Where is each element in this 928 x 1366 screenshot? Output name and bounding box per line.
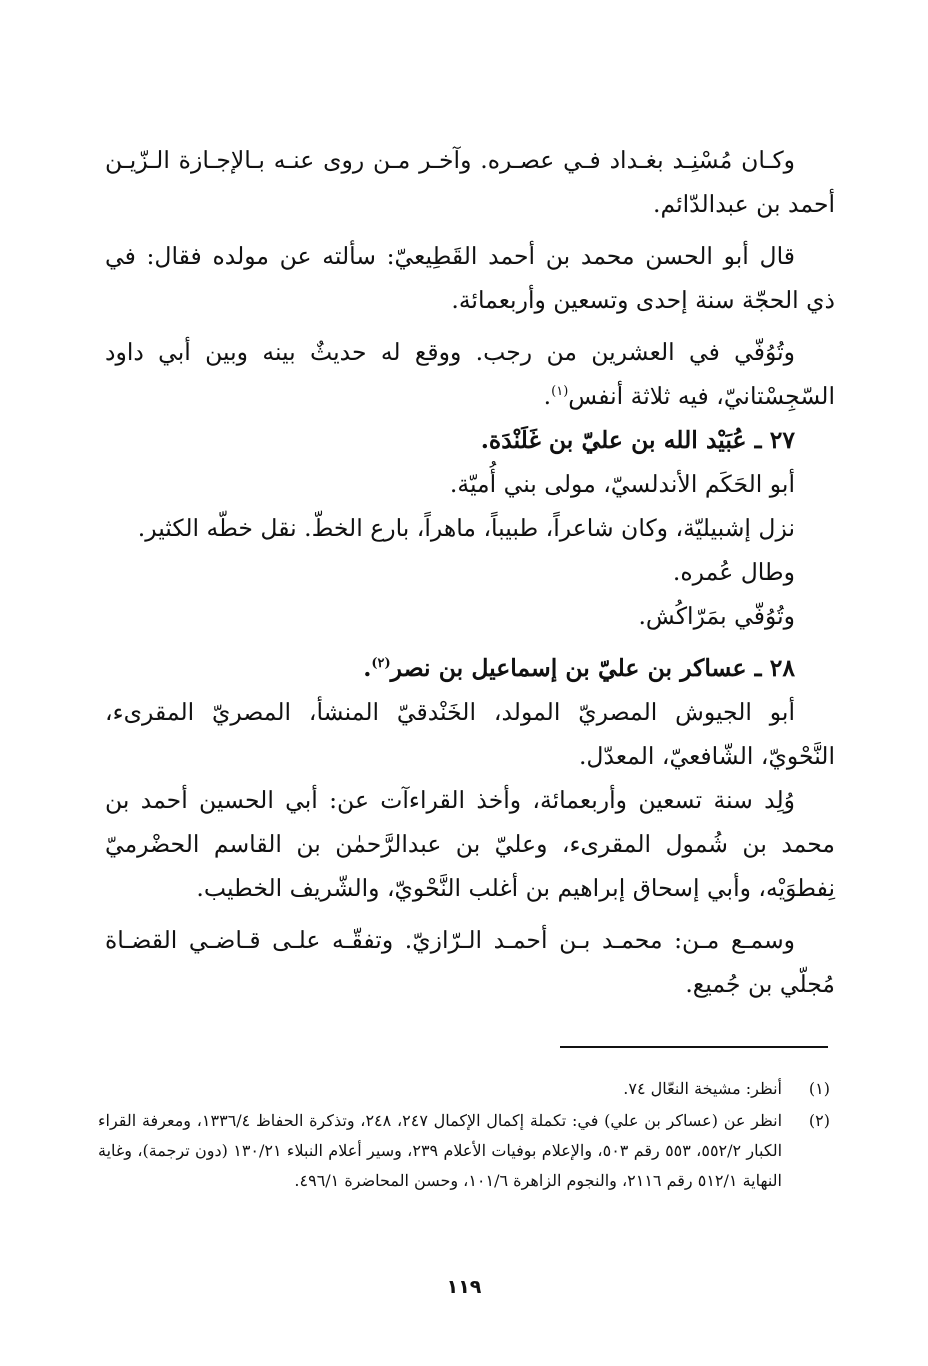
paragraph-text: نزل إشبيليّة، وكان شاعراً، طبيباً، ماهراً، بارع الخطّ. نقل خطّه الكثير. bbox=[137, 514, 795, 542]
paragraph bbox=[105, 330, 835, 418]
paragraph bbox=[105, 462, 835, 506]
paragraph-text: وسمـع مـن: محمـد بـن أحمـد الـرّازيّ. وتفقّـه علـى قـاضـي القضـاة مُجلّي بن جُميع. bbox=[105, 926, 835, 998]
paragraph-text: وُلِد سنة تسعين وأربعمائة، وأخذ القراءآت عن: أبي الحسين أحمد بن محمد بن شُمول المقرىء، وعليّ بن عبدالرَّحمٰن بن القاسم الحضْرميّ نِفطوَيْه، وأبي إسحاق إبراهيم بن أغلب النَّحْويّ، والشّريف الخطيب. bbox=[105, 786, 835, 902]
body-text bbox=[105, 138, 835, 1006]
paragraph bbox=[105, 506, 835, 550]
paragraph-text: وطال عُمره. bbox=[672, 558, 795, 586]
footnote-number: (١) bbox=[808, 1079, 830, 1098]
footnote-text: انظر عن (عساكر بن علي) في: تكملة إكمال الإكمال ٢٤٧، ٢٤٨، وتذكرة الحفاظ ١٣٣٦/٤، ومعرفة القراء الكبار ٥٥٢/٢، ٥٥٣ رقم ٥٠٣، والإعلام بوفيات الأعلام ٢٣٩، وسير أعلام النبلاء ١٣٠/٢١ (دون ترجمة)، وغاية النهاية ٥١٢/١ رقم ٢١١٦، والنجوم الزاهرة ١٠١/٦، وحسن المحاضرة ٤٩٦/١. bbox=[98, 1111, 783, 1190]
paragraph bbox=[105, 138, 835, 226]
entry-heading bbox=[105, 418, 835, 462]
footnote-text: أنظر: مشيخة النعّال ٧٤. bbox=[623, 1079, 782, 1098]
paragraph-end-punct: . bbox=[363, 654, 372, 682]
paragraph bbox=[105, 918, 835, 1006]
page-number: ١١٩ bbox=[446, 1276, 482, 1298]
footnote-reference: (١) bbox=[551, 384, 569, 400]
paragraph-text: وكـان مُسْنِـد بغـداد فـي عصـره. وآخـر مـن روى عنـه بـالإجـازة الـزّيـن أحمد بن عبدالدّائم. bbox=[105, 146, 835, 218]
footnote-item bbox=[98, 1106, 830, 1196]
footnote-reference: (٢) bbox=[371, 656, 391, 672]
paragraph bbox=[105, 234, 835, 322]
paragraph-text: وتُوُفّي في العشرين من رجب. ووقع له حديثٌ بينه وبين أبي داود السّجِسْتانيّ، فيه ثلاثة أنفس bbox=[105, 338, 835, 410]
paragraph bbox=[105, 594, 835, 638]
main-text bbox=[105, 138, 835, 1006]
entry-heading-text: ٢٨ ـ عساكر بن عليّ بن إسماعيل بن نصر bbox=[390, 654, 795, 682]
paragraph-text: أبو الحَكَم الأندلسيّ، مولى بني أُميّة. bbox=[449, 470, 795, 498]
paragraph-end-punct: . bbox=[543, 382, 552, 410]
footnote-divider bbox=[560, 1046, 828, 1048]
footnote-item bbox=[98, 1074, 830, 1104]
paragraph-text: قال أبو الحسن محمد بن أحمد القَطِيعيّ: سألته عن مولده فقال: في ذي الحجّة سنة إحدى وتسعين وأربعمائة. bbox=[105, 242, 835, 314]
paragraph-text: وتُوُفّي بمَرّاكُش. bbox=[638, 602, 795, 630]
paragraph bbox=[105, 778, 835, 910]
paragraph-text: أبو الجيوش المصريّ المولد، الخَنْدقيّ المنشأ، المصريّ المقرىء، النَّحْويّ، الشّافعيّ، المعدّل. bbox=[105, 698, 835, 770]
footnote-number: (٢) bbox=[808, 1111, 830, 1130]
footnotes bbox=[98, 1074, 830, 1198]
entry-heading bbox=[105, 646, 835, 690]
entry-heading-text: ٢٧ ـ عُبَيْد الله بن عليّ بن غَلَنْدَة. bbox=[480, 426, 795, 454]
paragraph bbox=[105, 550, 835, 594]
paragraph bbox=[105, 690, 835, 778]
